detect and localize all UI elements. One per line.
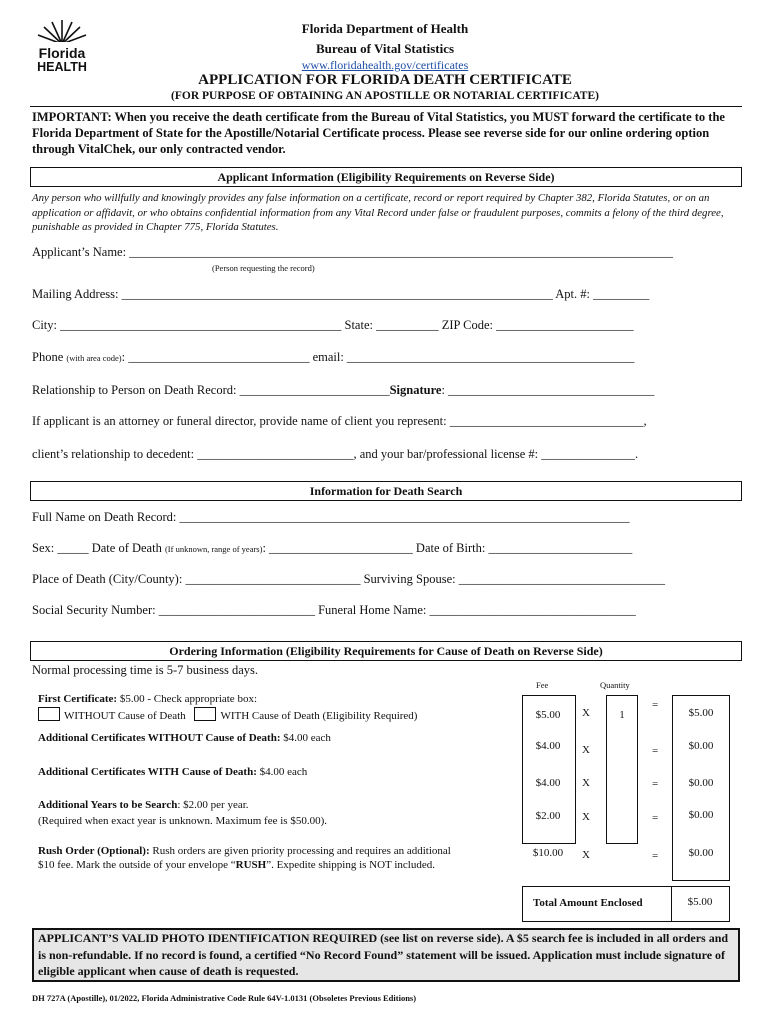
additional-with-price: $4.00 each: [256, 766, 308, 778]
sex-label: Sex: _____ Date of Death: [32, 541, 165, 555]
equals-sign: =: [652, 745, 659, 757]
applicant-name-note: (Person requesting the record): [212, 263, 315, 273]
row-total: $5.00: [688, 707, 714, 719]
additional-without-cause: [38, 732, 331, 744]
additional-without-price: $4.00 each: [280, 732, 331, 744]
phone-email-field[interactable]: [32, 350, 742, 365]
fee-value: $10.00: [532, 847, 564, 859]
multiply-sign: X: [582, 777, 590, 789]
header-divider: [30, 106, 742, 107]
relationship-label: Relationship to Person on Death Record: ________________________: [32, 383, 390, 397]
rush-order-line2: [38, 859, 435, 871]
phone-label: Phone: [32, 350, 67, 364]
processing-time: Normal processing time is 5-7 business days.: [32, 663, 259, 677]
quantity-column-header: Quantity: [600, 680, 630, 690]
mailing-address-field[interactable]: Mailing Address: _____________________________________________________________________ Apt. #: _________: [32, 287, 650, 301]
equals-sign: =: [652, 812, 659, 824]
multiply-sign: X: [582, 744, 590, 756]
fee-value: $5.00: [535, 709, 561, 721]
applicant-name-field[interactable]: Applicant’s Name: _______________________________________________________________________________________: [32, 245, 673, 259]
agency-name: Florida Department of Health: [301, 21, 469, 36]
important-notice: IMPORTANT: When you receive the death certificate from the Bureau of Vital Statistics, you MUST forward the certificate to the Florida Department of State for the Apostille/Notarial Certificate process. Please see reverse side for our online ordering option through VitalChek, our only contracted vendor.: [32, 110, 725, 156]
death-search-heading: Information for Death Search: [30, 481, 742, 501]
additional-without-title: Additional Certificates WITHOUT Cause of Death:: [38, 732, 281, 744]
rush-line2-end: ”. Expedite shipping is NOT included.: [266, 859, 435, 871]
additional-years: [38, 799, 249, 811]
date-of-birth-rest: : _______________________ Date of Birth: _______________________: [262, 541, 633, 555]
row-total: $0.00: [688, 777, 714, 789]
rush-line2-start: $10 fee. Mark the outside of your envelope “: [38, 859, 236, 871]
city-state-zip-field[interactable]: City: _____________________________________________ State: __________ ZIP Code: ______________________: [32, 318, 634, 332]
first-certificate-label: [38, 693, 257, 705]
rush-order-desc: Rush orders are given priority processing and requires an additional: [149, 845, 451, 857]
with-cause-checkbox[interactable]: [194, 707, 216, 721]
sex-date-of-death-field[interactable]: [32, 541, 742, 556]
additional-years-price: : $2.00 per year.: [177, 799, 249, 811]
form-subtitle: (FOR PURPOSE OF OBTAINING AN APOSTILLE OR NOTARIAL CERTIFICATE): [171, 90, 599, 102]
form-title: APPLICATION FOR FLORIDA DEATH CERTIFICATE: [198, 72, 572, 88]
multiply-sign: X: [582, 849, 590, 861]
rush-keyword: RUSH: [235, 859, 267, 871]
equals-sign: =: [652, 778, 659, 790]
additional-years-title: Additional Years to be Search: [38, 799, 178, 811]
quantity-input[interactable]: 1: [619, 709, 625, 721]
applicant-section-heading: Applicant Information (Eligibility Requirements on Reverse Side): [30, 167, 742, 187]
fee-value: $4.00: [535, 740, 561, 752]
client-relationship-field[interactable]: client’s relationship to decedent: _________________________, and your bar/professional license #: _______________.: [32, 447, 639, 461]
row-total: $0.00: [688, 847, 714, 859]
signature-rest: : _________________________________: [441, 383, 655, 397]
first-certificate-desc: $5.00 - Check appropriate box:: [117, 693, 257, 705]
svg-text:HEALTH: HEALTH: [37, 60, 87, 74]
fee-value: $2.00: [535, 810, 561, 822]
total-enclosed-box: [522, 886, 730, 922]
additional-with-cause: [38, 766, 307, 778]
equals-sign: =: [652, 699, 659, 711]
false-information-warning: Any person who willfully and knowingly provides any false information on a certificate, record or report required by Chapter 382, Florida Statutes, or on an application or affidavit, or who obtains confidential information from any Vital Record under false or fraudulent purposes, commits a felony of the third degree, punishable as provided in Chapter 775, Florida Statutes.: [32, 192, 724, 233]
total-enclosed-value[interactable]: $5.00: [687, 896, 713, 908]
place-of-death-field[interactable]: Place of Death (City/County): ____________________________ Surviving Spouse: _________________________________: [32, 572, 665, 586]
multiply-sign: X: [582, 811, 590, 823]
photo-id-notice: APPLICANT’S VALID PHOTO IDENTIFICATION REQUIRED (see list on reverse side). A $5 search fee is included in all orders and is non-refundable. If no record is found, a certified “No Record Found” statement will be issued. Application must include signature of eligible applicant when cause of death is requested.: [32, 928, 740, 982]
total-enclosed-label: Total Amount Enclosed: [533, 897, 643, 909]
first-certificate-title: First Certificate:: [38, 693, 118, 705]
without-cause-checkbox[interactable]: [38, 707, 60, 721]
row-total: $0.00: [688, 809, 714, 821]
without-cause-label: WITHOUT Cause of Death: [64, 710, 186, 722]
rush-order: [38, 845, 451, 857]
phone-email-rest: : _____________________________ email: ______________________________________________: [121, 350, 635, 364]
with-cause-label: WITH Cause of Death (Eligibility Required): [220, 710, 418, 722]
phone-note: (with area code): [66, 353, 122, 363]
row-total: $0.00: [688, 740, 714, 752]
additional-years-note: (Required when exact year is unknown. Maximum fee is $50.00).: [38, 815, 327, 827]
form-footer: DH 727A (Apostille), 01/2022, Florida Administrative Code Rule 64V-1.0131 (Obsoletes Previous Editions): [32, 993, 417, 1003]
rush-order-title: Rush Order (Optional):: [38, 845, 150, 857]
relationship-signature-field[interactable]: [32, 383, 742, 398]
additional-with-title: Additional Certificates WITH Cause of Death:: [38, 766, 257, 778]
bureau-name: Bureau of Vital Statistics: [315, 41, 455, 56]
full-name-on-record-field[interactable]: Full Name on Death Record: ________________________________________________________________________: [32, 510, 630, 524]
client-name-field[interactable]: If applicant is an attorney or funeral director, provide name of client you represent: _______________________________,: [32, 414, 647, 428]
ordering-heading: Ordering Information (Eligibility Requirements for Cause of Death on Reverse Side): [30, 641, 742, 661]
ssn-funeral-home-field[interactable]: Social Security Number: _________________________ Funeral Home Name: _________________________________: [32, 603, 636, 617]
equals-sign: =: [652, 850, 659, 862]
fee-column-header: Fee: [536, 680, 549, 690]
multiply-sign: X: [582, 707, 590, 719]
certificates-link[interactable]: www.floridahealth.gov/certificates: [301, 58, 469, 72]
date-of-death-note: (If unknown, range of years): [164, 544, 263, 554]
cause-of-death-options: [38, 707, 417, 722]
signature-label: Signature: [389, 383, 442, 397]
fee-value: $4.00: [535, 777, 561, 789]
svg-text:Florida: Florida: [38, 45, 86, 61]
